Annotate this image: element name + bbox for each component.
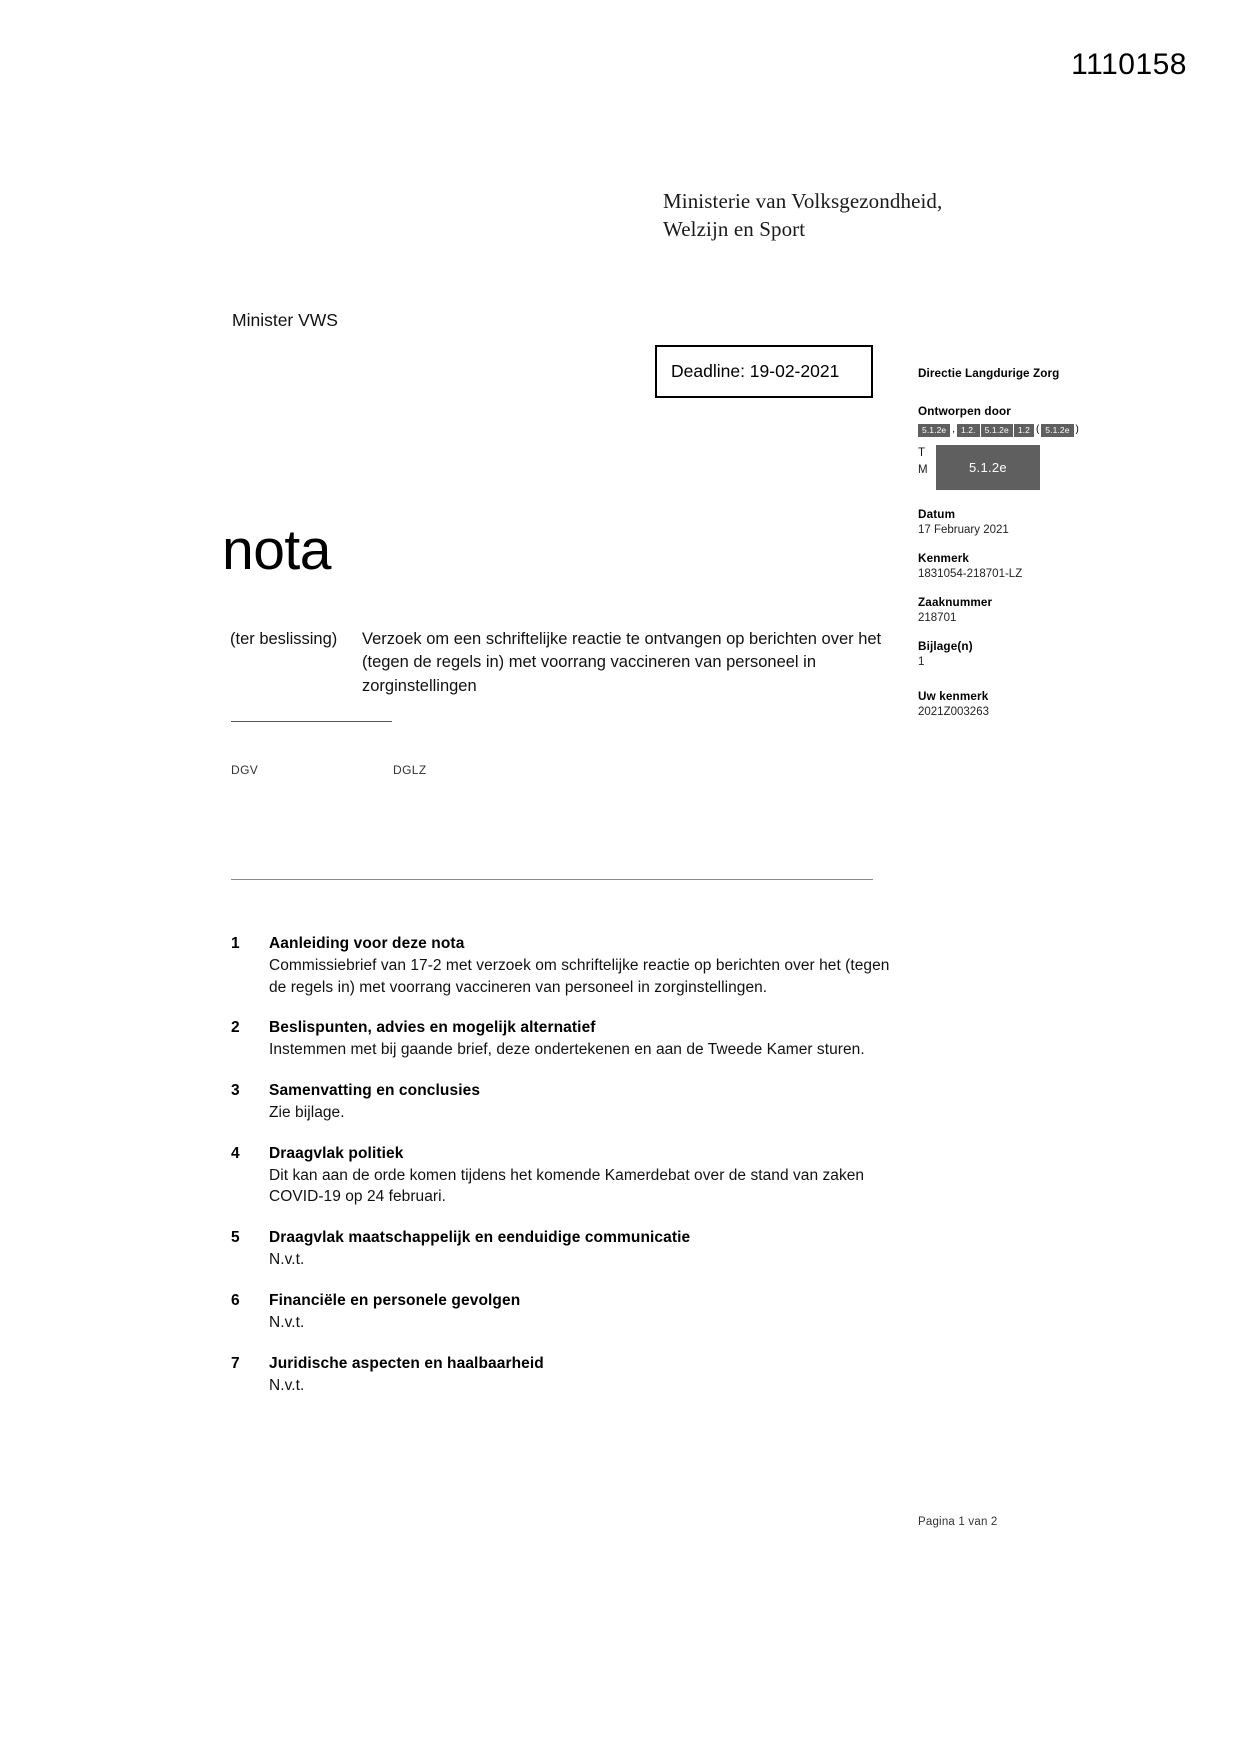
deadline-box [655,345,873,398]
redaction-chip: 5.1.2e [981,424,1013,437]
redaction-chip: 5.1.2e [918,424,950,437]
signature-rule [231,721,392,722]
section-body: N.v.t. [269,1313,305,1331]
section-content [269,1143,891,1208]
page-title: nota [222,518,331,582]
section-content [269,1080,891,1124]
directorate-dglz: DGLZ [393,763,427,777]
meta-value: 1831054-218701-LZ [918,568,1023,581]
section-heading: Draagvlak maatschappelijk en eenduidige communicatie [269,1229,691,1247]
content-divider [231,879,873,880]
section-item [231,1353,891,1397]
section-content [269,1353,891,1397]
meta-value: 17 February 2021 [918,524,1009,537]
meta-value: 1 [918,656,925,669]
meta-label: Uw kenmerk [918,690,989,704]
telephone-label: T [918,447,926,460]
ontworpen-door-label: Ontworpen door [918,405,1011,419]
metadata-column [918,366,1148,733]
section-number: 7 [231,1354,240,1372]
section-heading: Financiële en personele gevolgen [269,1291,521,1309]
section-content [269,1227,891,1271]
section-heading: Juridische aspecten en haalbaarheid [269,1354,544,1372]
page-footer: Pagina 1 van 2 [918,1516,998,1528]
redaction-chip: 1.2. [957,424,980,437]
section-body: Dit kan aan de orde komen tijdens het komende Kamerdebat over de stand van zaken COVID-19 op 24 februari. [269,1166,865,1206]
deadline-text: Deadline: 19-02-2021 [671,361,840,381]
section-item [231,1290,891,1334]
meta-field-uw-kenmerk [918,689,1148,721]
section-number: 6 [231,1291,240,1309]
tm-labels [918,445,928,478]
sections-list [231,933,891,1415]
section-body: Zie bijlage. [269,1104,345,1122]
directie-label: Directie Langdurige Zorg [918,367,1060,380]
redaction-chip: 5.1.2e [1041,424,1073,437]
section-item [231,1017,891,1061]
addressee: Minister VWS [232,310,338,330]
section-content [269,1017,891,1061]
document-kind: (ter beslissing) [230,630,338,648]
ministry-line-1: Ministerie van Volksgezondheid, [663,189,943,213]
meta-label: Zaaknummer [918,596,993,610]
section-number: 4 [231,1144,240,1162]
document-number: 1110158 [1071,48,1187,81]
section-heading: Aanleiding voor deze nota [269,935,465,952]
section-heading: Beslispunten, advies en mogelijk alternatief [269,1019,596,1037]
section-body: Instemmen met bij gaande brief, deze ondertekenen en aan de Tweede Kamer sturen. [269,1041,865,1059]
contact-redaction: 5.1.2e [936,445,1040,490]
meta-label: Bijlage(n) [918,640,973,654]
directorate-row [231,763,651,777]
section-number: 5 [231,1229,240,1247]
meta-value: 2021Z003263 [918,706,989,719]
section-content [269,1290,891,1334]
redaction-paren-open: ( [1035,424,1040,436]
redaction-separator: , [952,424,956,436]
ministry-wordmark [663,188,942,244]
meta-label: Datum [918,508,956,522]
section-body: Commissiebrief van 17-2 met verzoek om schriftelijke reactie op berichten over het (tegen de regels in) met voorrang vaccineren van personeel in zorginstellingen. [269,957,890,996]
meta-value: 218701 [918,612,957,625]
section-heading: Samenvatting en conclusies [269,1082,481,1100]
section-heading: Draagvlak politiek [269,1144,404,1162]
subject-line [230,628,890,698]
redaction-chip: 1.2 [1014,424,1034,437]
contact-redaction-block [918,445,1148,491]
section-body: N.v.t. [269,1376,305,1394]
ontworpen-door-redactions [918,423,1148,437]
redaction-paren-close: ) [1075,424,1079,436]
ministry-line-2: Welzijn en Sport [663,216,806,241]
meta-field-zaaknummer [918,595,1148,627]
section-item [231,1143,891,1208]
section-body: N.v.t. [269,1251,305,1269]
section-content [269,933,891,998]
section-number: 1 [231,935,240,952]
subject-text: Verzoek om een schriftelijke reactie te ontvangen op berichten over het (tegen de regels in) met voorrang vaccineren van personeel in zorginstellingen [362,630,882,695]
directorate-dgv: DGV [231,763,259,777]
mobile-label: M [918,463,928,476]
section-number: 2 [231,1019,240,1037]
section-item [231,933,891,998]
section-item [231,1080,891,1124]
meta-field-datum [918,507,1148,539]
meta-field-kenmerk [918,551,1148,583]
meta-label: Kenmerk [918,552,970,566]
section-number: 3 [231,1082,240,1100]
section-item [231,1227,891,1271]
meta-field-bijlagen [918,639,1148,671]
